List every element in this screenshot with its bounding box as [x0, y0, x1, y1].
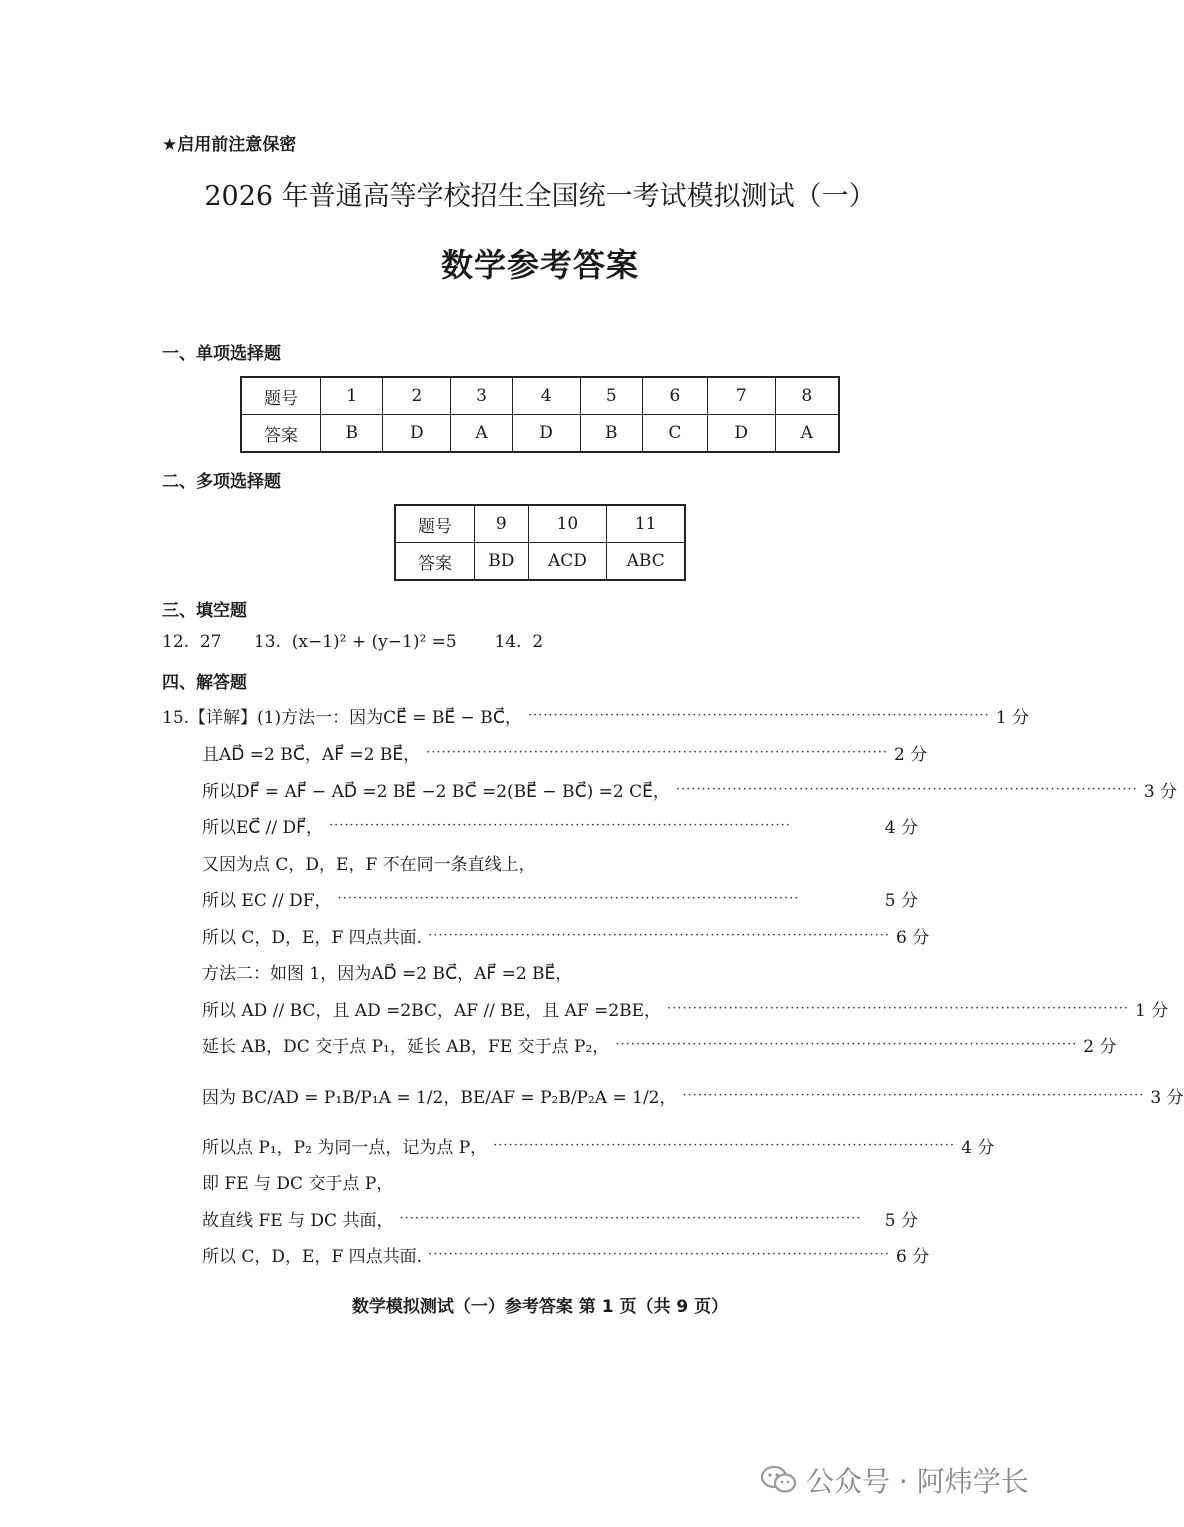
solution-line [162, 810, 918, 840]
solution-score: 5 分 [884, 890, 918, 911]
dot-leader: ·························································································· [428, 1246, 890, 1262]
solution-text: 所以点 P₁，P₂ 为同一点，记为点 P， [202, 1137, 488, 1158]
table-cell: 题号 [241, 377, 321, 415]
section-single-choice: 一、单项选择题 [162, 344, 281, 364]
solution-text: 且AD⃗ =2 BC⃗，AF⃗ =2 BE⃗， [202, 744, 421, 765]
solution-text: 因为 BC/AD = P₁B/P₁A = 1/2，BE/AF = P₂B/P₂A = 1/2， [202, 1087, 677, 1108]
table-cell: C [642, 415, 707, 453]
solution-score: 3 分 [1143, 781, 1178, 802]
dot-leader: ·························································································· [493, 1137, 956, 1153]
dot-leader: ·························································································· [399, 1210, 862, 1226]
solution-line [162, 1166, 918, 1196]
table-cell: 答案 [241, 415, 321, 453]
solution-score: 6 分 [895, 927, 930, 948]
section-multi-choice: 二、多项选择题 [162, 472, 281, 492]
solution-line [162, 1080, 1184, 1110]
table-cell: 11 [607, 505, 685, 543]
multi-choice-table [394, 504, 686, 581]
solution-line [162, 737, 928, 767]
solution-line [162, 847, 918, 877]
document-title: 2026 年普通高等学校招生全国统一考试模拟测试（一） [204, 181, 876, 212]
fill-blank-answers: 12. 27 13. (x−1)² + (y−1)² =5 14. 2 [162, 632, 544, 652]
watermark-text: 公众号 · 阿炜学长 [806, 1465, 1029, 1498]
solution-text: 所以 EC // DF， [202, 890, 332, 911]
section-fill-blank: 三、填空题 [162, 601, 247, 621]
table-row [241, 415, 839, 453]
solution-line [162, 1203, 918, 1233]
solution-score: 4 分 [884, 817, 918, 838]
table-cell: D [512, 415, 580, 453]
wechat-icon [760, 1464, 798, 1496]
table-cell: BD [475, 543, 529, 581]
table-row [395, 543, 685, 581]
table-row [241, 377, 839, 415]
solution-text: 故直线 FE 与 DC 共面， [202, 1210, 394, 1231]
page-footer: 数学模拟测试（一）参考答案 第 1 页（共 9 页） [351, 1297, 729, 1317]
dot-leader: ·························································································· [675, 781, 1138, 797]
solution-text: 所以 C，D，E，F 四点共面. [202, 927, 423, 948]
solution-text: 所以 AD // BC，且 AD =2BC，AF // BE，且 AF =2BE， [202, 1000, 662, 1021]
solution-line [162, 700, 1030, 730]
table-cell: A [775, 415, 839, 453]
solution-text: 即 FE 与 DC 交于点 P， [202, 1173, 394, 1194]
solution-text: 延长 AB，DC 交于点 P₁，延长 AB，FE 交于点 P₂， [202, 1036, 610, 1057]
solution-text: 15.【详解】(1)方法一：因为CE⃗ = BE⃗ − BC⃗， [162, 707, 522, 728]
solution-line [162, 1239, 930, 1269]
dot-leader: ·························································································· [428, 927, 890, 943]
table-row [395, 505, 685, 543]
table-cell: D [383, 415, 451, 453]
table-cell: 5 [580, 377, 642, 415]
table-cell: 9 [475, 505, 529, 543]
solution-score: 4 分 [961, 1137, 995, 1158]
table-cell: 4 [512, 377, 580, 415]
document-subtitle: 数学参考答案 [440, 246, 639, 284]
solution-score: 2 分 [1083, 1036, 1117, 1057]
table-cell: B [321, 415, 383, 453]
table-cell: 7 [707, 377, 775, 415]
dot-leader: ·························································································· [337, 890, 800, 906]
table-cell: 8 [775, 377, 839, 415]
solution-line [162, 956, 918, 986]
solution-line [162, 774, 1178, 804]
solution-text: 所以 C，D，E，F 四点共面. [202, 1246, 423, 1267]
table-cell: B [580, 415, 642, 453]
table-cell: ACD [528, 543, 607, 581]
solution-line [162, 993, 1169, 1023]
solution-line [162, 1130, 995, 1160]
solution-line [162, 920, 930, 950]
table-cell: 1 [321, 377, 383, 415]
solution-text: 又因为点 C，D，E，F 不在同一条直线上， [202, 854, 536, 875]
table-cell: 2 [383, 377, 451, 415]
confidential-note: ★启用前注意保密 [162, 135, 297, 155]
solution-text: 所以EC⃗ // DF⃗， [202, 817, 323, 838]
table-cell: D [707, 415, 775, 453]
dot-leader: ·························································································· [426, 744, 888, 760]
solution-score: 5 分 [884, 1210, 918, 1231]
table-cell: 答案 [395, 543, 475, 581]
dot-leader: ·························································································· [615, 1036, 1078, 1052]
solution-line [162, 883, 918, 913]
solution-line [162, 1029, 1117, 1059]
table-cell: A [451, 415, 512, 453]
solution-text: 方法二：如图 1，因为AD⃗ =2 BC⃗，AF⃗ =2 BE⃗， [202, 963, 573, 984]
table-cell: ABC [607, 543, 685, 581]
section-solutions: 四、解答题 [162, 673, 247, 693]
table-cell: 6 [642, 377, 707, 415]
single-choice-table [240, 376, 840, 453]
table-cell: 题号 [395, 505, 475, 543]
dot-leader: ·························································································· [667, 1000, 1129, 1016]
solution-score: 2 分 [894, 744, 928, 765]
table-cell: 10 [528, 505, 607, 543]
dot-leader: ·························································································· [328, 817, 791, 833]
solution-score: 1 分 [1134, 1000, 1169, 1021]
solution-score: 3 分 [1150, 1087, 1184, 1108]
solution-text: 所以DF⃗ = AF⃗ − AD⃗ =2 BE⃗ −2 BC⃗ =2(BE⃗ − BC⃗) =2 CE⃗， [202, 781, 670, 802]
solution-score: 6 分 [895, 1246, 930, 1267]
dot-leader: ·························································································· [527, 707, 990, 723]
solution-score: 1 分 [995, 707, 1030, 728]
dot-leader: ·························································································· [682, 1087, 1145, 1103]
watermark [760, 1460, 1029, 1500]
table-cell: 3 [451, 377, 512, 415]
